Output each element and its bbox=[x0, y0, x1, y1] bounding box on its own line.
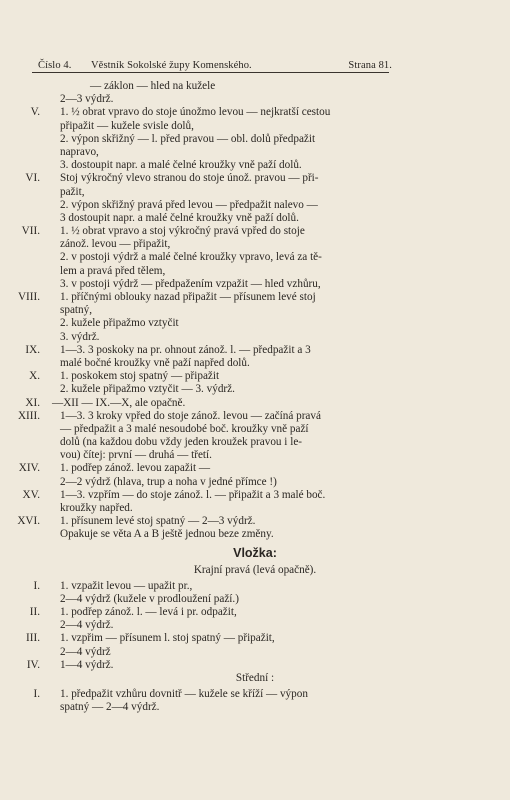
text-line bbox=[0, 580, 510, 593]
page-number: Strana 81. bbox=[348, 60, 392, 71]
line-text: 1—3. vzpřím — do stoje zánož. l. — připažit a 3 malé boč. bbox=[60, 488, 326, 501]
text-line bbox=[0, 317, 510, 330]
line-text: 2—4 výdrž bbox=[60, 645, 111, 658]
line-text: 1—3. 3 kroky vpřed do stoje zánož. levou — začíná pravá bbox=[60, 409, 321, 422]
line-text: 2—4 výdrž (kužele v prodloužení paží.) bbox=[60, 592, 239, 605]
text-line bbox=[0, 225, 510, 238]
exercise-number: VIII. bbox=[17, 291, 40, 303]
exercise-number: VI. bbox=[25, 172, 40, 185]
text-line bbox=[0, 172, 510, 185]
line-text: 2. výpon skřižný pravá před levou — předpažit nalevo — bbox=[60, 198, 318, 211]
line-text: 2. v postoji výdrž a malé čelné kroužky vpravo, levá za tě- bbox=[60, 251, 322, 264]
exercise-number: V. bbox=[30, 106, 40, 119]
text-line bbox=[0, 186, 510, 199]
text-line bbox=[0, 606, 510, 619]
text-line bbox=[0, 688, 510, 701]
text-line bbox=[0, 659, 510, 672]
section-heading-line bbox=[0, 542, 510, 564]
line-text: 1. poskokem stoj spatný — připažit bbox=[60, 370, 220, 383]
text-line bbox=[0, 515, 510, 528]
exercise-list bbox=[0, 80, 510, 542]
line-text: malé bočné kroužky vně paží napřed dolů. bbox=[60, 356, 250, 369]
text-line bbox=[0, 291, 510, 304]
text-line bbox=[0, 199, 510, 212]
text-line bbox=[0, 80, 510, 93]
header-rule bbox=[32, 72, 389, 73]
line-text: lem a pravá před tělem, bbox=[60, 264, 166, 277]
text-line bbox=[0, 304, 510, 317]
line-text: vou) čítej: první — druhá — třetí. bbox=[60, 449, 212, 462]
text-line bbox=[0, 344, 510, 357]
exercise-number: I. bbox=[33, 687, 40, 700]
text-line bbox=[0, 436, 510, 449]
text-line bbox=[0, 632, 510, 645]
text-line bbox=[0, 93, 510, 106]
line-text: 1. ½ obrat vpravo a stoj výkročný pravá vpřed do stoje bbox=[60, 225, 305, 238]
document-body bbox=[0, 80, 510, 714]
line-text: — předpažit a 3 malé nesoudobé boč. kroužky vně paží bbox=[60, 422, 309, 435]
line-text: napravo, bbox=[60, 145, 99, 158]
line-text: Stoj výkročný vlevo stranou do stoje únož. pravou — při- bbox=[60, 172, 319, 185]
exercise-number: XV. bbox=[22, 488, 40, 501]
text-line bbox=[0, 701, 510, 714]
text-line bbox=[0, 212, 510, 225]
line-text: 2. kužele připažmo vztyčit bbox=[60, 317, 179, 330]
subheading-line-2 bbox=[0, 672, 510, 688]
line-text: 2—3 výdrž. bbox=[60, 93, 114, 106]
exercise-number: XI. bbox=[25, 396, 40, 409]
text-line bbox=[0, 106, 510, 119]
text-line bbox=[0, 528, 510, 541]
line-text: 1. podřep zánož. levou zapažit — bbox=[60, 462, 211, 475]
text-line bbox=[0, 251, 510, 264]
line-text: 3 dostoupit napr. a malé čelné kroužky vně paží dolů. bbox=[60, 211, 299, 224]
text-line bbox=[0, 357, 510, 370]
line-text: 1. vzpřim — přísunem l. stoj spatný — připažit, bbox=[60, 632, 275, 645]
exercise-number: IX. bbox=[25, 343, 40, 356]
line-text: zánož. levou — připažit, bbox=[60, 238, 171, 251]
text-line bbox=[0, 646, 510, 659]
text-line bbox=[0, 502, 510, 515]
text-line bbox=[0, 238, 510, 251]
line-text: dolů (na každou dobu vždy jeden kroužek pravou i le- bbox=[60, 436, 303, 449]
exercise-number: VII. bbox=[21, 225, 40, 238]
line-text: 1. ½ obrat vpravo do stoje únožmo levou — nejkratší cestou bbox=[60, 106, 331, 119]
line-text: Opakuje se věta A a B ještě jednou beze změny. bbox=[60, 528, 274, 541]
exercise-number: XIV. bbox=[18, 462, 40, 475]
text-line bbox=[0, 476, 510, 489]
exercise-number: III. bbox=[26, 632, 40, 645]
exercise-number: XVI. bbox=[17, 515, 40, 528]
subheading-line bbox=[0, 564, 510, 580]
line-text: 1. vzpažit levou — upažit pr., bbox=[60, 579, 193, 592]
text-line bbox=[0, 383, 510, 396]
line-text: 3. v postoji výdrž — předpažením vzpažit — hled vzhůru, bbox=[60, 277, 321, 290]
text-line bbox=[0, 120, 510, 133]
exercise-number: IV. bbox=[26, 658, 40, 671]
line-text: spatný, bbox=[60, 304, 93, 317]
text-line bbox=[0, 619, 510, 632]
text-line bbox=[0, 265, 510, 278]
line-text: 2. výpon skřižný — l. před pravou — obl. dolů předpažit bbox=[60, 132, 316, 145]
text-line bbox=[0, 397, 510, 410]
line-text: 2—2 výdrž (hlava, trup a noha v jedné přímce !) bbox=[60, 475, 277, 488]
line-text: 3. dostoupit napr. a malé čelné kroužky vně paží dolů. bbox=[60, 159, 302, 172]
text-line bbox=[0, 146, 510, 159]
text-line bbox=[0, 331, 510, 344]
line-text: — záklon — hled na kužele bbox=[90, 80, 216, 92]
line-text: 2. kužele připažmo vztyčit — 3. výdrž. bbox=[60, 383, 235, 396]
insert-exercise-list bbox=[0, 580, 510, 672]
line-text: připažit — kužele svisle dolů, bbox=[60, 119, 194, 132]
line-text: kroužky napřed. bbox=[60, 502, 133, 514]
exercise-number: X. bbox=[29, 370, 40, 383]
line-text: 1—3. 3 poskoky na pr. ohnout zánož. l. — předpažit a 3 bbox=[60, 343, 311, 356]
exercise-number: II. bbox=[29, 605, 40, 618]
text-line bbox=[0, 593, 510, 606]
text-line bbox=[0, 462, 510, 475]
text-line bbox=[0, 449, 510, 462]
journal-title: Věstník Sokolské župy Komenského. bbox=[91, 60, 252, 71]
line-text: —XII — IX.—X, ale opačně. bbox=[52, 396, 186, 409]
line-text: 1. příčnými oblouky nazad připažit — přísunem levé stoj bbox=[60, 291, 316, 303]
line-text: 1. podřep zánož. l. — levá i pr. odpažit, bbox=[60, 605, 237, 618]
line-text: 2—4 výdrž. bbox=[60, 619, 114, 632]
text-line bbox=[0, 133, 510, 146]
text-line bbox=[0, 278, 510, 291]
line-text: 1. přísunem levé stoj spatný — 2—3 výdrž. bbox=[60, 515, 256, 528]
text-line bbox=[0, 159, 510, 172]
text-line bbox=[0, 410, 510, 423]
section-heading: Vložka: bbox=[233, 545, 277, 560]
issue-number: Číslo 4. bbox=[38, 60, 72, 71]
text-line bbox=[0, 370, 510, 383]
line-text: pažit, bbox=[60, 185, 85, 198]
line-text: 1. předpažit vzhůru dovnitř — kužele se kříží — výpon bbox=[60, 687, 308, 700]
subheading-2: Střední : bbox=[235, 671, 275, 684]
text-line bbox=[0, 423, 510, 436]
text-line bbox=[0, 489, 510, 502]
exercise-number: I. bbox=[33, 579, 40, 592]
line-text: 1—4 výdrž. bbox=[60, 658, 114, 671]
subheading: Krajní pravá (levá opačně). bbox=[193, 563, 317, 576]
line-text: spatný — 2—4 výdrž. bbox=[60, 701, 160, 714]
line-text: 3. výdrž. bbox=[60, 330, 100, 343]
exercise-number: XIII. bbox=[17, 409, 40, 422]
middle-exercise-list bbox=[0, 688, 510, 714]
